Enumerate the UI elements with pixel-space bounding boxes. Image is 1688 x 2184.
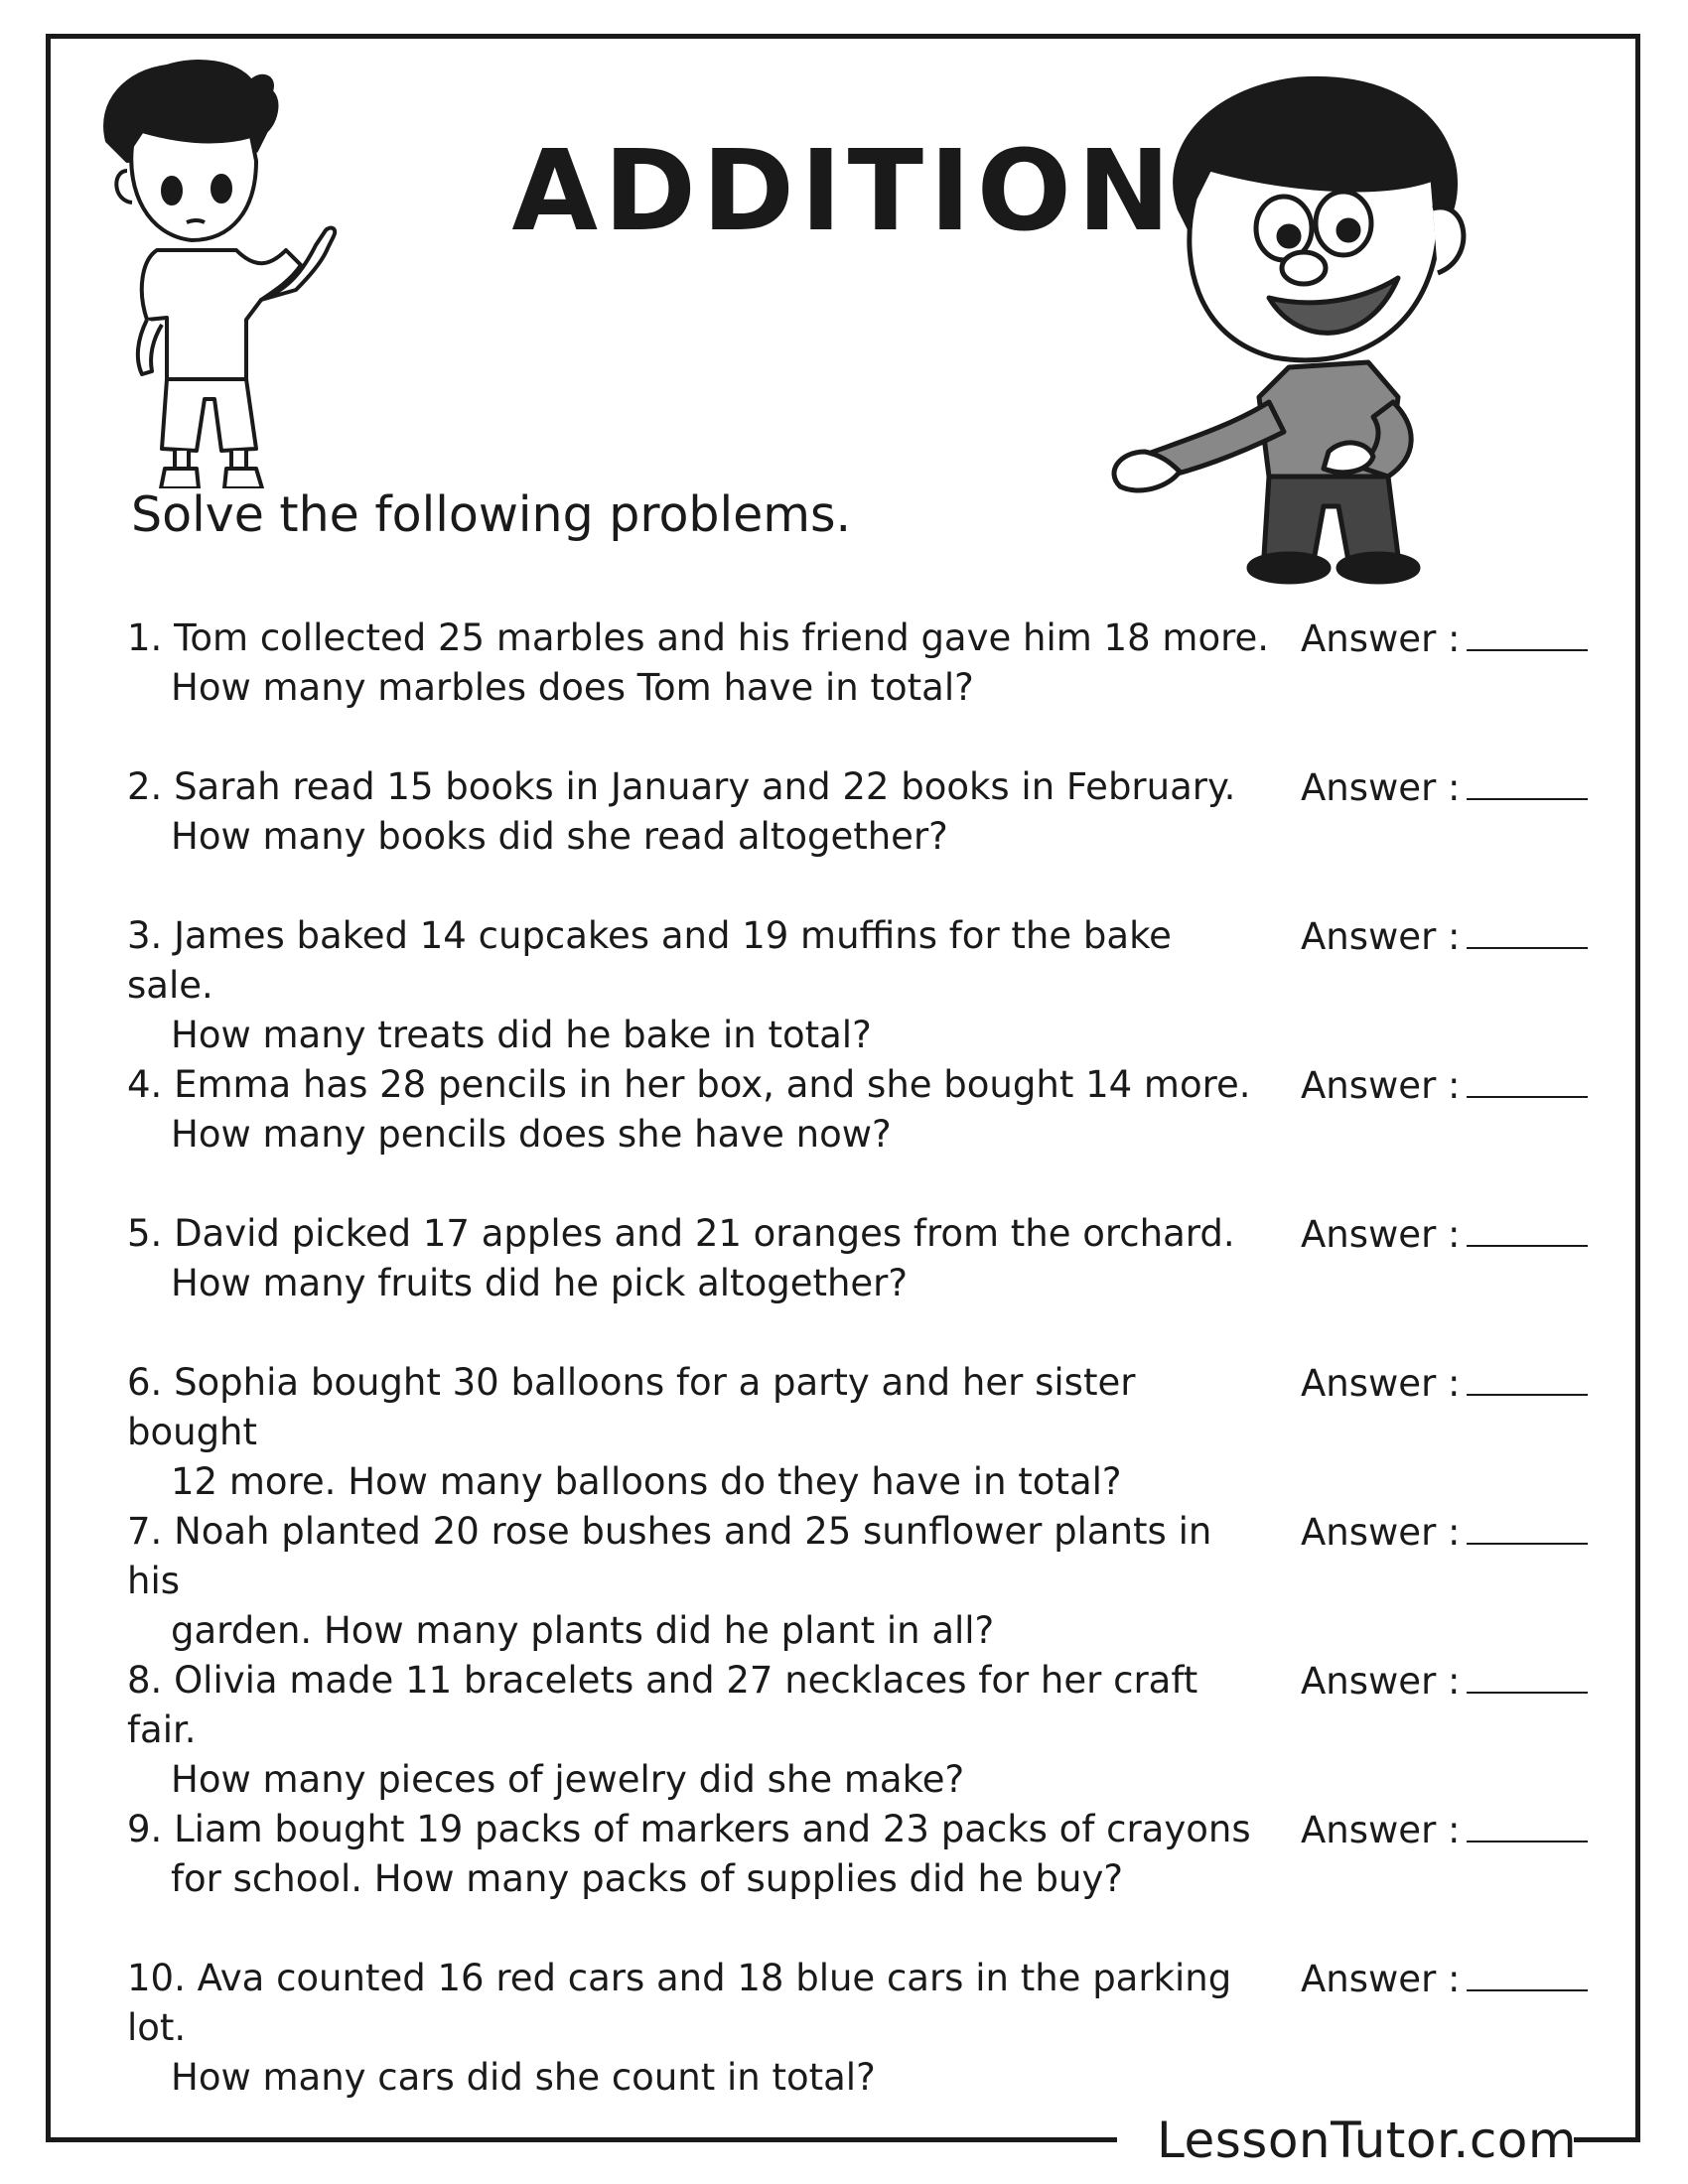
problem-item	[127, 1209, 1597, 1358]
answer-blank[interactable]	[1467, 1358, 1588, 1396]
question-line-1: 9. Liam bought 19 packs of markers and 23 packs of crayons	[127, 1808, 1251, 1850]
answer-field	[1301, 1954, 1588, 2004]
question-line-1: 10. Ava counted 16 red cars and 18 blue cars in the parking lot.	[127, 1957, 1232, 2049]
question-line-2: How many treats did he bake in total?	[171, 1014, 872, 1056]
question-line-1: 2. Sarah read 15 books in January and 22 books in February.	[127, 765, 1236, 808]
question-line-2: garden. How many plants did he plant in all?	[171, 1609, 995, 1652]
problem-item	[127, 1060, 1597, 1209]
question-line-1: 6. Sophia bought 30 balloons for a party and her sister bought	[127, 1361, 1136, 1453]
problem-question	[127, 614, 1269, 713]
answer-label: Answer :	[1301, 617, 1461, 660]
question-line-1: 5. David picked 17 apples and 21 oranges from the orchard.	[127, 1212, 1235, 1255]
problem-question	[127, 1805, 1269, 1904]
answer-label: Answer :	[1301, 1362, 1461, 1405]
answer-field	[1301, 1209, 1588, 1260]
answer-label: Answer :	[1301, 915, 1461, 958]
answer-blank[interactable]	[1467, 911, 1588, 949]
boy-pointing-illustration	[87, 52, 385, 488]
question-line-2: 12 more. How many balloons do they have in total?	[171, 1460, 1122, 1503]
answer-field	[1301, 1656, 1588, 1706]
problem-item	[127, 1358, 1597, 1507]
problem-question	[127, 1060, 1269, 1160]
question-line-2: for school. How many packs of supplies did he buy?	[171, 1857, 1124, 1900]
problem-item	[127, 1954, 1597, 2103]
answer-field	[1301, 1358, 1588, 1409]
answer-field	[1301, 1507, 1588, 1558]
problem-item	[127, 614, 1597, 762]
answer-field	[1301, 762, 1588, 813]
problem-question	[127, 911, 1269, 1060]
answer-field	[1301, 911, 1588, 962]
answer-label: Answer :	[1301, 1958, 1461, 2000]
question-line-1: 1. Tom collected 25 marbles and his friend gave him 18 more.	[127, 616, 1269, 659]
question-line-2: How many cars did she count in total?	[171, 2056, 876, 2099]
question-line-2: How many pieces of jewelry did she make?	[171, 1758, 965, 1801]
answer-label: Answer :	[1301, 766, 1461, 809]
footer-site: LessonTutor.com	[1157, 2112, 1578, 2169]
answer-blank[interactable]	[1467, 1507, 1588, 1545]
question-line-2: How many pencils does she have now?	[171, 1113, 892, 1156]
problem-item	[127, 1805, 1597, 1954]
answer-field	[1301, 614, 1588, 664]
question-line-2: How many marbles does Tom have in total?	[171, 666, 974, 709]
question-line-1: 7. Noah planted 20 rose bushes and 25 sunflower plants in his	[127, 1510, 1212, 1602]
answer-blank[interactable]	[1467, 762, 1588, 800]
page-title: ADDITION	[511, 127, 1177, 256]
question-line-1: 3. James baked 14 cupcakes and 19 muffins for the bake sale.	[127, 914, 1172, 1007]
answer-label: Answer :	[1301, 1809, 1461, 1851]
answer-label: Answer :	[1301, 1511, 1461, 1554]
problem-question	[127, 1209, 1269, 1308]
answer-field	[1301, 1060, 1588, 1111]
problem-question	[127, 762, 1269, 862]
problem-question	[127, 1358, 1269, 1507]
question-line-2: How many fruits did he pick altogether?	[171, 1262, 909, 1304]
answer-label: Answer :	[1301, 1064, 1461, 1107]
question-line-1: 4. Emma has 28 pencils in her box, and she bought 14 more.	[127, 1063, 1251, 1106]
answer-blank[interactable]	[1467, 1805, 1588, 1843]
question-line-2: How many books did she read altogether?	[171, 815, 948, 858]
answer-blank[interactable]	[1467, 1656, 1588, 1694]
problem-item	[127, 911, 1597, 1060]
answer-blank[interactable]	[1467, 1954, 1588, 1991]
instructions: Solve the following problems.	[131, 486, 852, 543]
problem-list	[127, 614, 1597, 2103]
problem-question	[127, 1507, 1269, 1656]
problem-item	[127, 1656, 1597, 1805]
problem-item	[127, 762, 1597, 911]
problem-question	[127, 1954, 1269, 2103]
question-line-1: 8. Olivia made 11 bracelets and 27 necklaces for her craft fair.	[127, 1659, 1198, 1751]
problem-item	[127, 1507, 1597, 1656]
answer-blank[interactable]	[1467, 1209, 1588, 1247]
answer-field	[1301, 1805, 1588, 1855]
answer-blank[interactable]	[1467, 1060, 1588, 1098]
answer-label: Answer :	[1301, 1213, 1461, 1256]
problem-question	[127, 1656, 1269, 1805]
answer-blank[interactable]	[1467, 614, 1588, 651]
answer-label: Answer :	[1301, 1660, 1461, 1703]
